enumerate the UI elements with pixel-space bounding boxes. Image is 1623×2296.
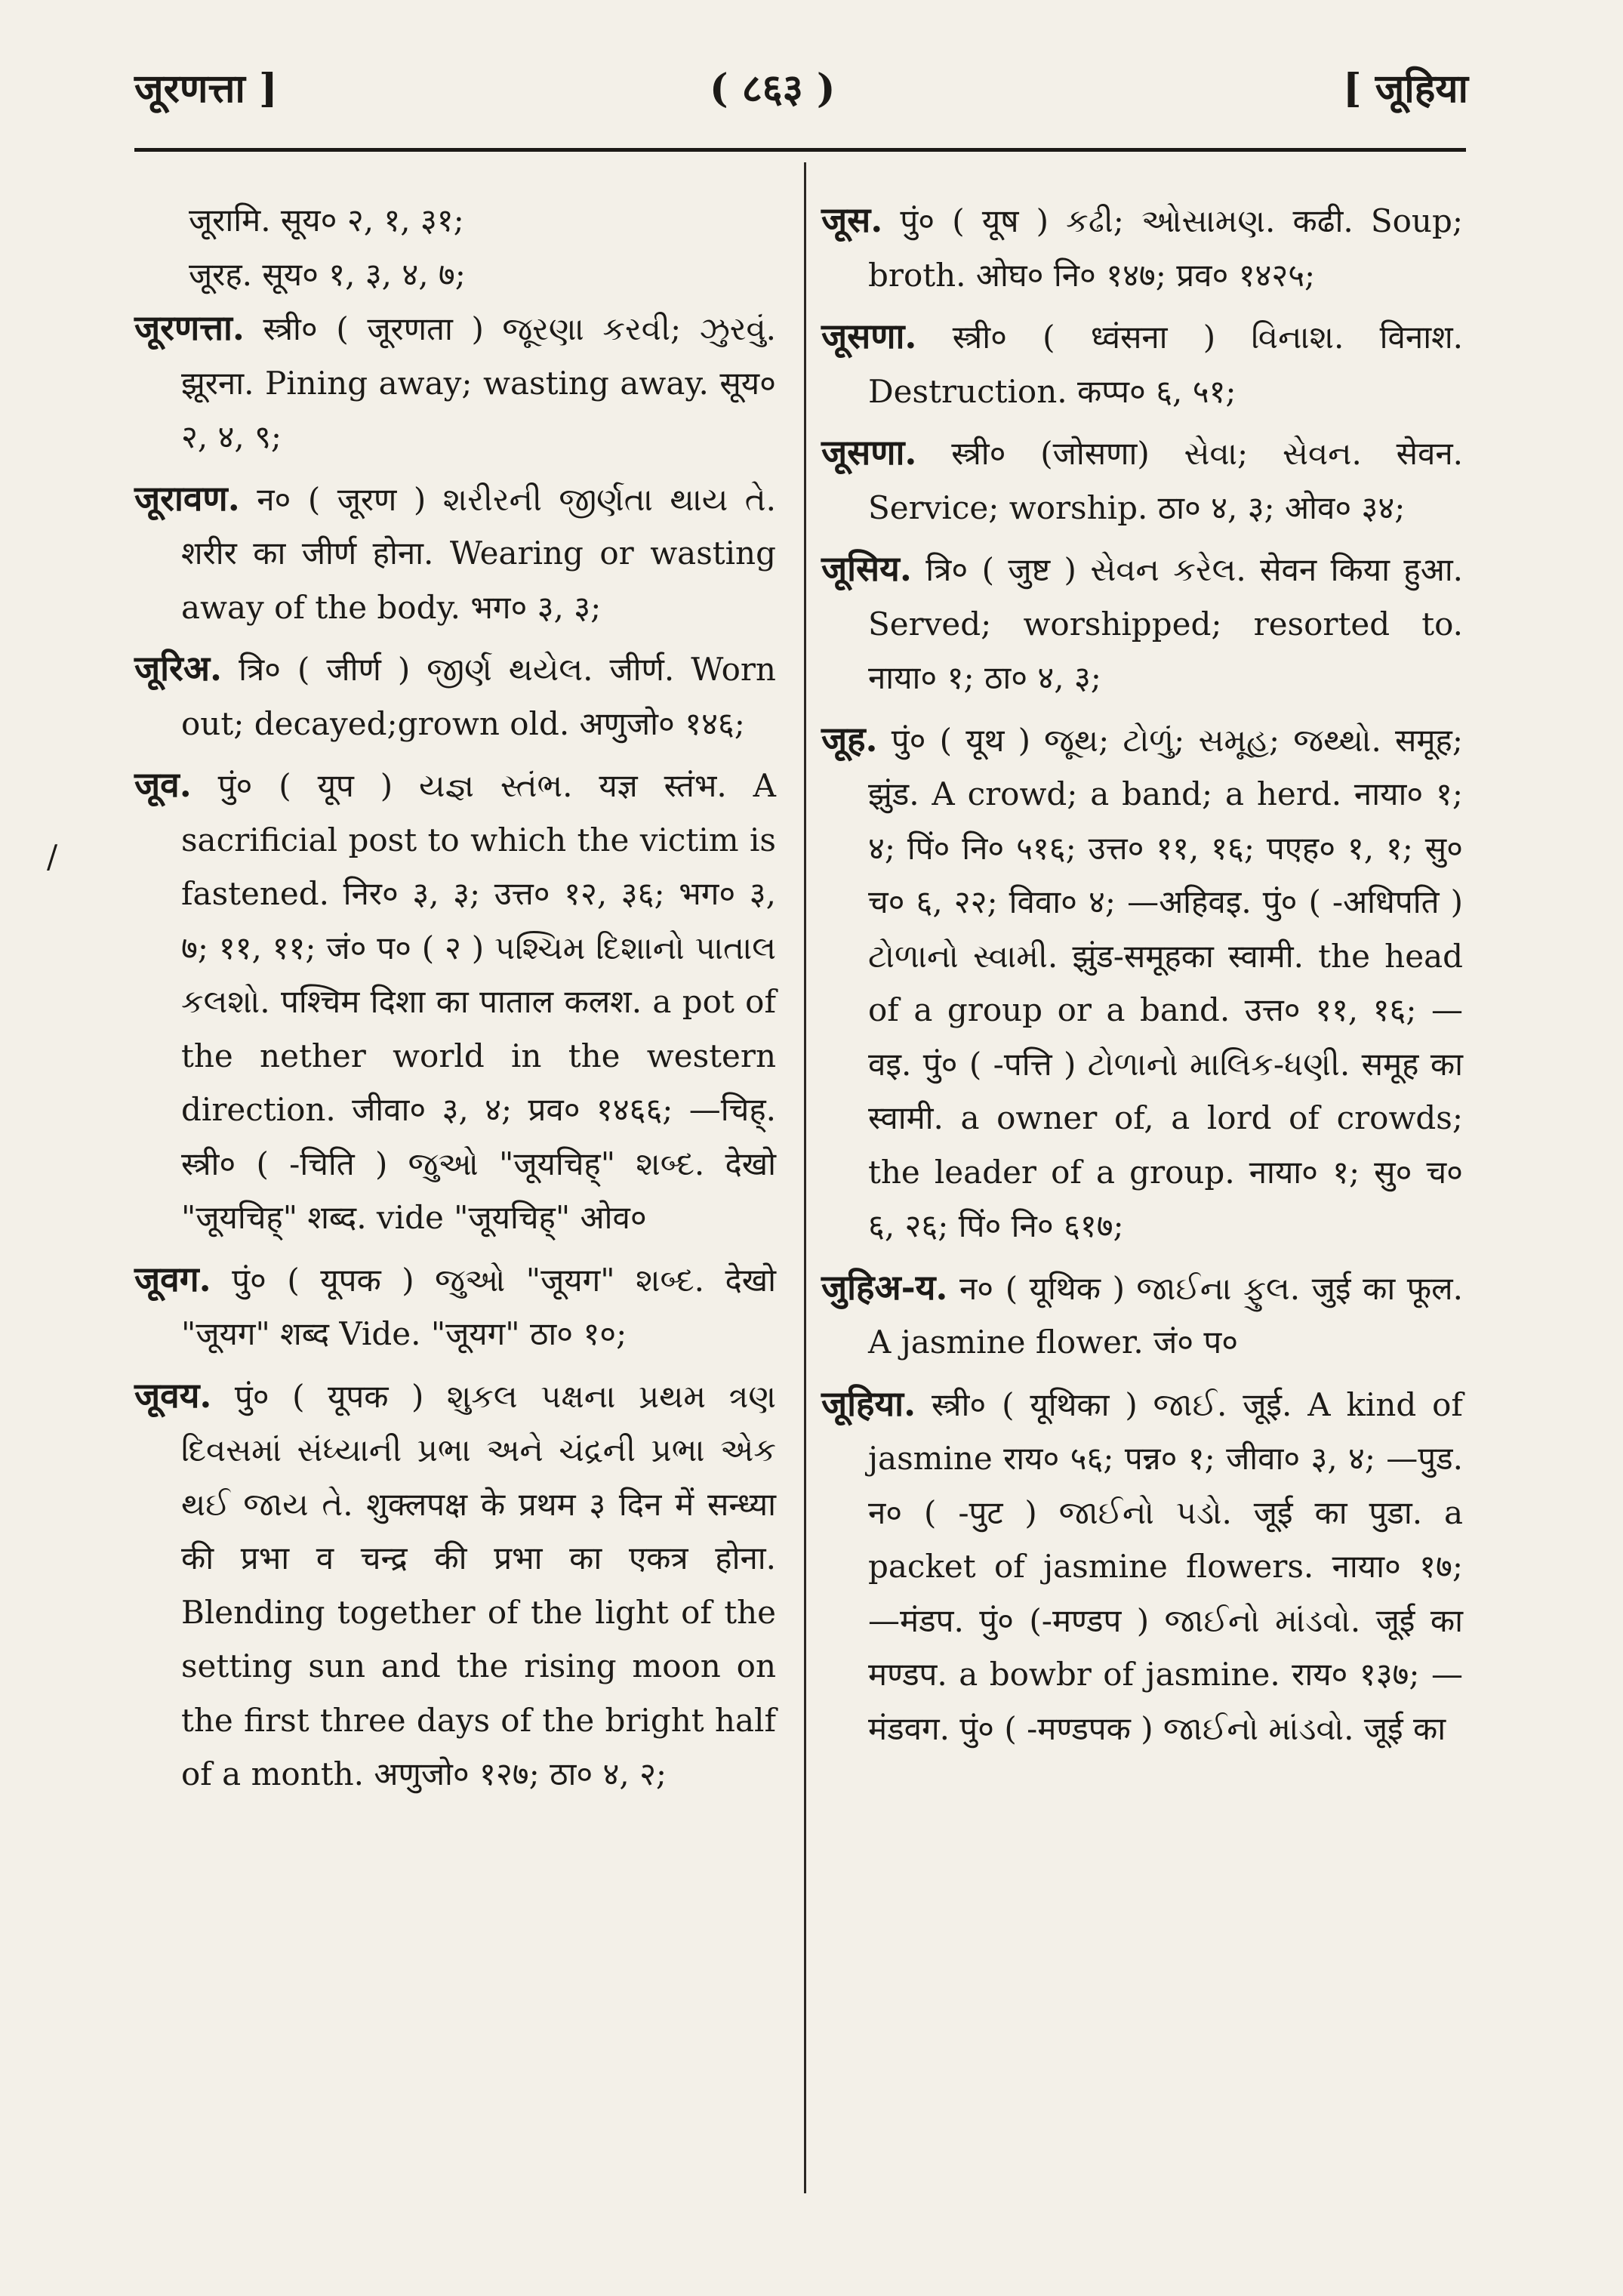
dictionary-entry <box>134 248 776 302</box>
entry-definition: त्रि० ( जीर्ण ) જીર્ણ થયેલ. जीर्ण. Worn out; decayed;grown old. अणुजो० १४६; <box>181 651 776 742</box>
entry-definition: स्त्री० ( जूरणता ) જૂરણા કરવી; ઝુરવું. झूरना. Pining away; wasting away. सूय० २, ४, ९; <box>181 310 776 455</box>
entry-definition: पुं० ( यूष ) કઢી; ઓસામણ. कढी. Soup; broth. ओघ० नि० १४७; प्रव० १४२५; <box>868 202 1463 294</box>
entry-headword: जूरणत्ता. <box>134 307 245 348</box>
dictionary-entry <box>821 426 1463 535</box>
entry-definition: स्त्री० (जोसणा) સેવા; સેવન. सेवन. Service; worship. ठा० ४, ३; ओव० ३४; <box>868 435 1463 526</box>
entry-headword: जूव. <box>134 764 192 805</box>
dictionary-entry <box>134 642 776 750</box>
entry-headword: जूसणा. <box>821 432 917 473</box>
entry-headword: जूवय. <box>134 1374 212 1416</box>
page-number: ( ८६३ ) <box>710 66 836 112</box>
dictionary-entry <box>821 713 1463 1253</box>
dictionary-entry <box>821 1261 1463 1370</box>
entry-definition: पुं० ( यूपक ) શુકલ પક્ષના પ્રથમ ત્રણ દિવસમાં સંધ્યાની પ્રભા અને ચંદ્રની પ્રભા એક થઈ જાય તે. शुक्लपक्ष के प्रथम ३ दिन में सन्ध्या की प्रभा व चन्द्र की प्रभा का एकत्र होना. Blending together of the light of the setting sun and the rising moon on the first three days of the bright half of a month. अणुजो० १२७; ठा० ४, २; <box>181 1377 776 1792</box>
entry-headword: जूरावण. <box>134 477 240 519</box>
dictionary-entry <box>134 301 776 464</box>
entry-definition: जूरामि. सूय० २, १, ३१; <box>189 202 464 239</box>
margin-mark: / <box>47 838 58 875</box>
entry-definition: त्रि० ( जुष्ट ) સેવન કરેલ. सेवन किया हुआ. Served; worshipped; resorted to. नाया० १; ठा० ४, ३; <box>868 551 1463 696</box>
entry-headword: जूरिअ. <box>134 648 223 689</box>
dictionary-entry <box>821 542 1463 705</box>
dictionary-entry <box>134 193 776 248</box>
entry-definition: जूरह. सूय० १, ३, ४, ७; <box>189 255 466 293</box>
dictionary-entry <box>134 1369 776 1801</box>
entry-definition: न० ( यूथिक ) જાઈના ફુલ. जुई का फूल. A jasmine flower. जं० प० <box>868 1269 1463 1361</box>
dictionary-entry <box>821 1377 1463 1756</box>
column-divider <box>804 162 806 2193</box>
header-last-word: [ जूहिया <box>1343 66 1468 112</box>
dictionary-entry <box>134 758 776 1245</box>
entry-headword: जूसणा. <box>821 316 917 356</box>
header-first-word: जूरणत्ता ] <box>134 66 278 112</box>
entry-headword: जूह. <box>821 718 878 760</box>
entry-definition: स्त्री० ( यूथिका ) જાઈ. जूई. A kind of jasmine राय० ५६; पन्न० १; जीवा० ३, ४; —पुड. न० ( -पुट ) જાઈનો પડો. जूई का पुडा. a packet of jasmine flowers. नाया० १७; —मंडप. पुं० (-मण्डप ) જાઈનો માંડવો. जूई का मण्डप. a bowbr of jasmine. राय० १३७; —मंडवग. पुं० ( -मण्डपक ) જાઈનો માંડવો. जूई का <box>868 1385 1463 1747</box>
dictionary-entry <box>821 310 1463 418</box>
entry-definition: पुं० ( यूपक ) જુઓ "जूयग" શબ્દ. देखो "जूयग" शब्द Vide. "जूयग" ठा० १०; <box>181 1261 776 1352</box>
entry-headword: जूस. <box>821 199 883 240</box>
dictionary-entry <box>134 472 776 635</box>
entry-definition: पुं० ( यूथ ) જૂથ; ટોળું; સમૂહ; જથ્થો. समूह; झुंड. A crowd; a band; a herd. नाया० १; ४; पिं० नि० ५१६; उत्त० ११, १६; पएह० १, १; सु० च० ६, २२; विवा० ४; —अहिवइ. पुं० ( -अधिपति ) ટોળાનો સ્વામી. झुंड-समूहका स्वामी. the head of a group or a band. उत्त० ११, १६; —वइ. पुं० ( -पत्ति ) ટોળાનો માલિક-ધણી. समूह का स्वामी. a owner of, a lord of crowds; the leader of a group. नाया० १; सु० च० ६, २६; पिं० नि० ६१७; <box>868 721 1463 1244</box>
entry-definition: पुं० ( यूप ) યજ્ઞ સ્તંભ. यज्ञ स्तंभ. A sacrificial post to which the victim is fastened. निर० ३, ३; उत्त० १२, ३६; भग० ३, ७; ११, ११; जं० प० ( २ ) પશ્ચિમ દિશાનો પાતાલ કલશો. पश्चिम दिशा का पाताल कलश. a pot of the nether world in the western direction. जीवा० ३, ४; प्रव० १४६६; —चिह्. स्त्री० ( -चिति ) જુઓ "जूयचिह्" શબ્દ. देखो "जूयचिह्" शब्द. vide "जूयचिह्" ओव० <box>181 767 776 1236</box>
entry-headword: जूसिय. <box>821 548 912 589</box>
entry-headword: जूहिया. <box>821 1382 916 1424</box>
entry-headword: जुहिअ-य. <box>821 1266 948 1308</box>
left-column <box>134 193 776 1809</box>
right-column <box>821 193 1463 1763</box>
page-header <box>0 53 1623 136</box>
entry-definition: स्त्री० ( ध्वंसना ) વિનાશ. विनाश. Destruction. कप्प० ६, ५१; <box>868 319 1463 410</box>
header-rule <box>134 148 1466 152</box>
dictionary-entry <box>821 193 1463 302</box>
dictionary-entry <box>134 1253 776 1361</box>
entry-headword: जूवग. <box>134 1258 211 1299</box>
entry-definition: न० ( जूरण ) શરીરની જીર્ણતા થાય તે. शरीर का जीर्ण होना. Wearing or wasting away of the body. भग० ३, ३; <box>181 480 776 626</box>
